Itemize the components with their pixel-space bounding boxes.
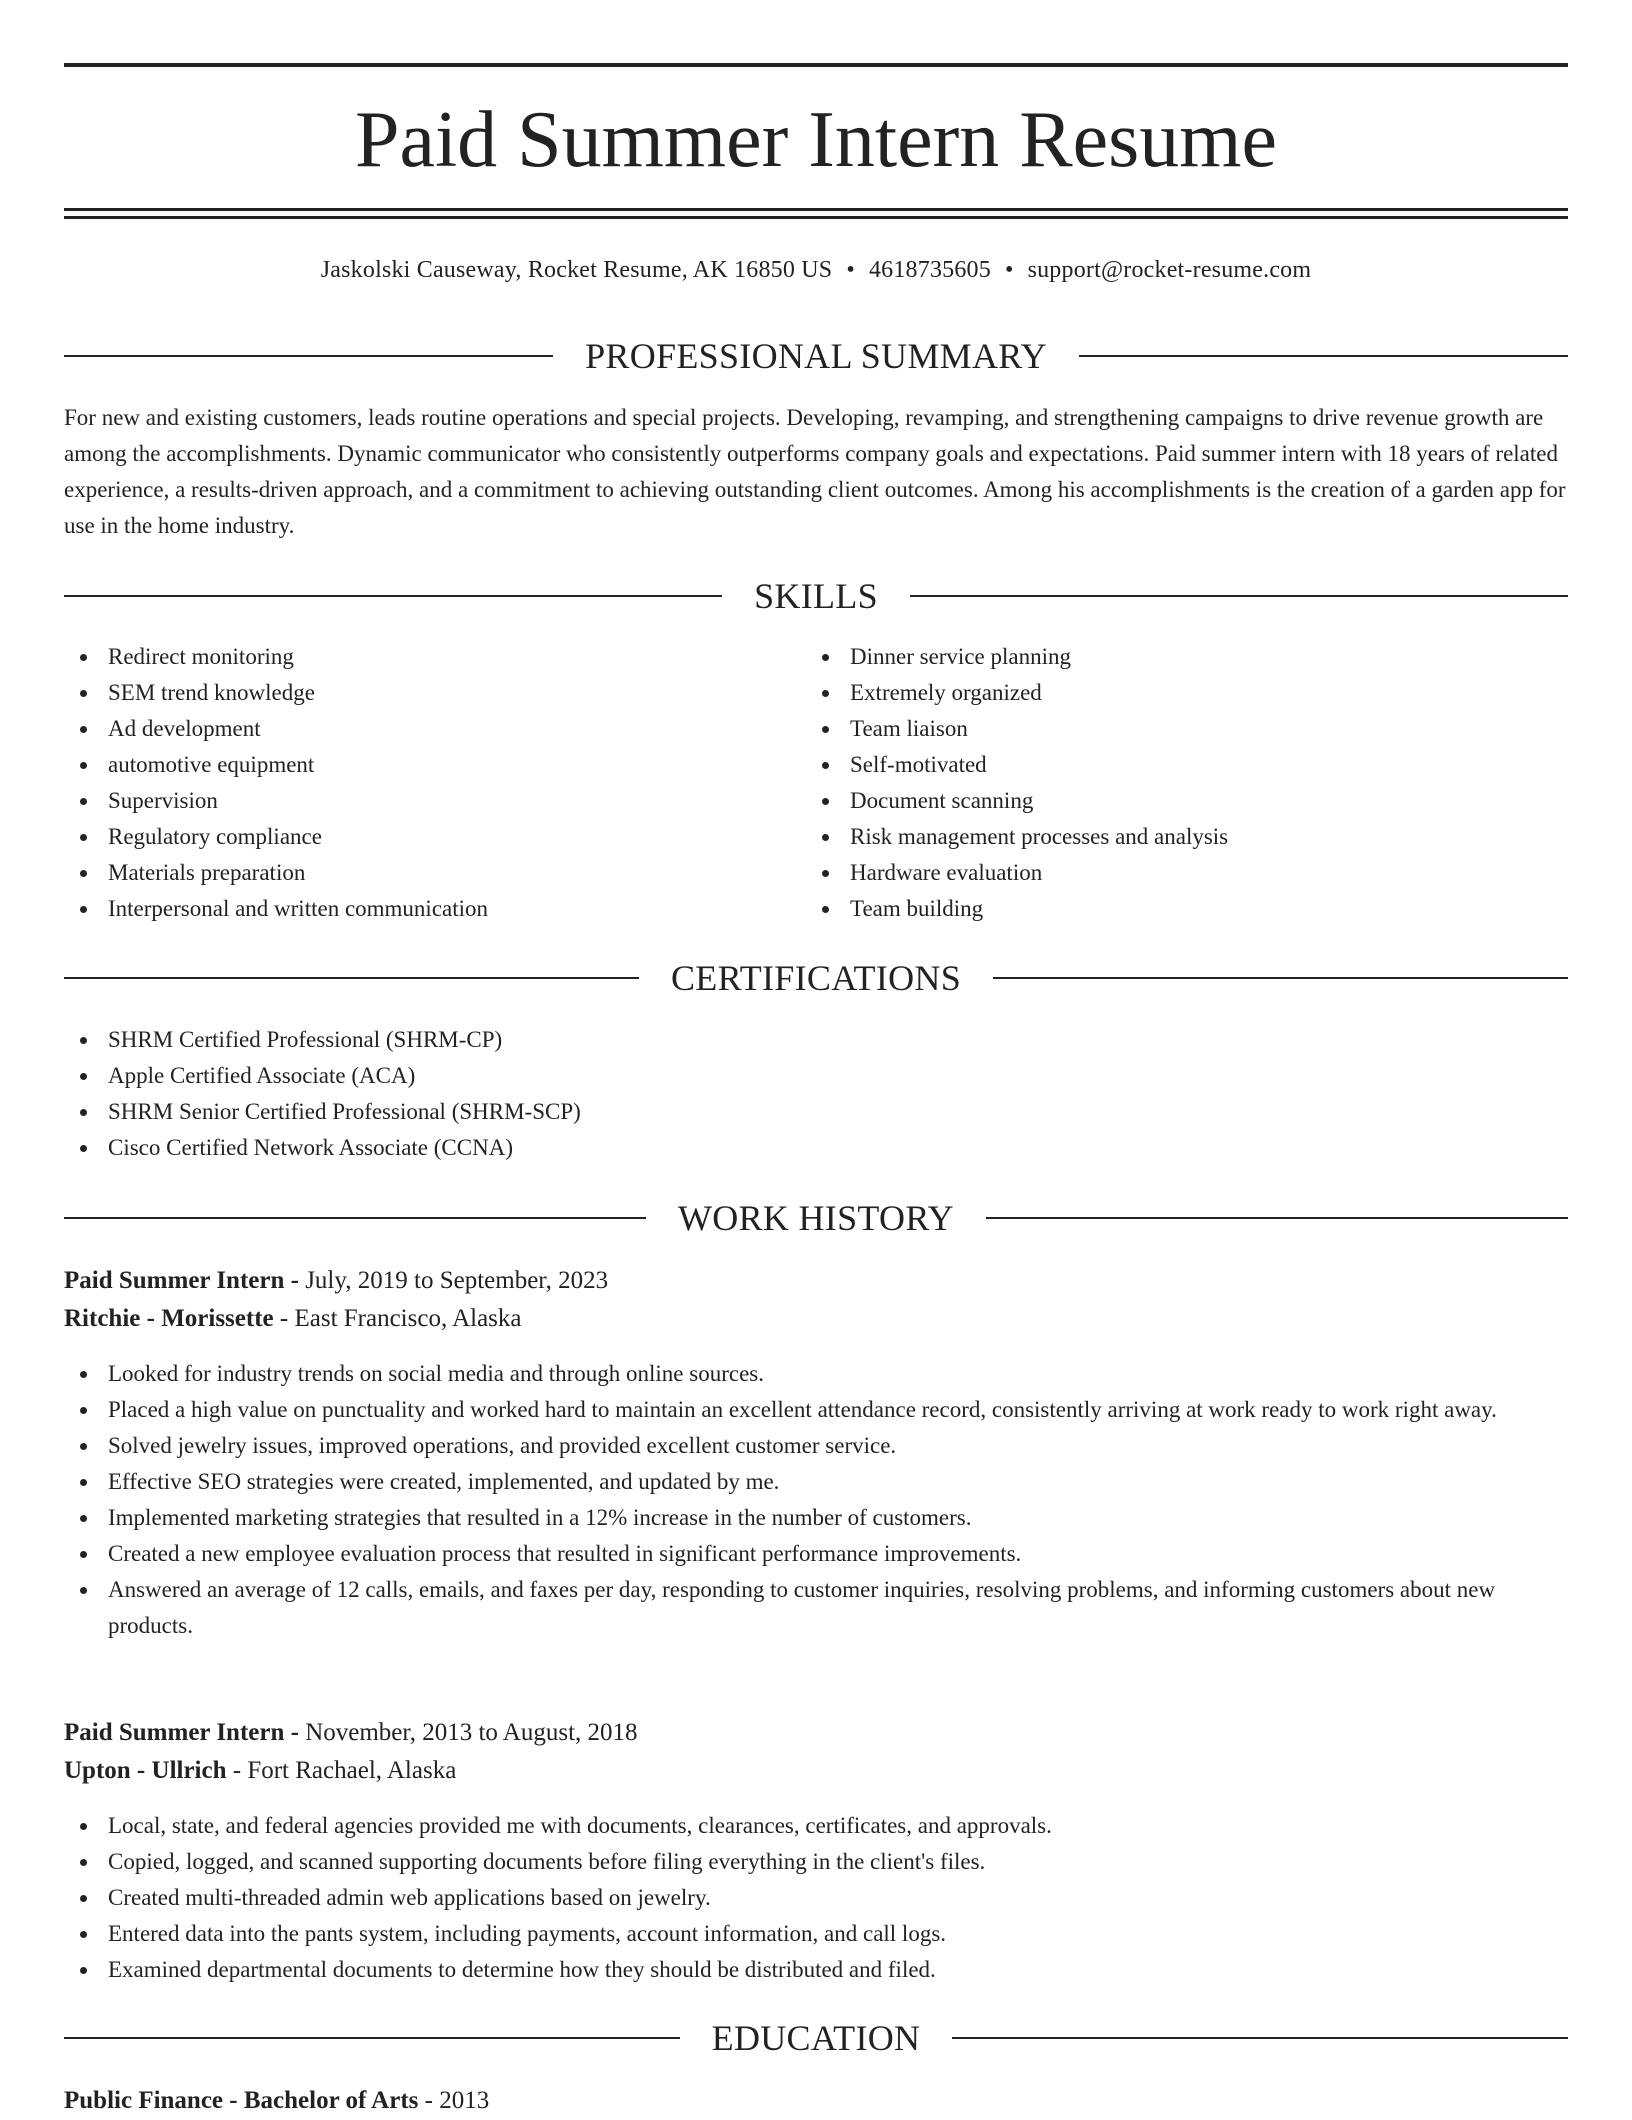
education-degree: Bachelor of Arts	[243, 2087, 419, 2114]
job-bullet: Copied, logged, and scanned supporting documents before filing everything in the client's files.	[64, 1844, 1568, 1880]
skill-item: Redirect monitoring	[64, 639, 804, 675]
skills-heading: SKILLS	[754, 576, 878, 616]
job-bullet: Created a new employee evaluation process that resulted in significant performance improvements.	[64, 1536, 1568, 1572]
skill-item: automotive equipment	[64, 747, 804, 783]
job-bullet: Answered an average of 12 calls, emails, and faxes per day, responding to customer inquiries, resolving problems, and informing customers about new products.	[64, 1572, 1568, 1644]
skill-item: Regulatory compliance	[64, 819, 804, 855]
job-bullets	[64, 1808, 1568, 1988]
certification-item: Apple Certified Associate (ACA)	[64, 1058, 1568, 1094]
skill-item: Dinner service planning	[806, 639, 1566, 675]
job-company-line: Ritchie - Morissette - East Francisco, Alaska	[64, 1305, 522, 1332]
job-company: Upton - Ullrich	[64, 1757, 227, 1784]
job-title: Paid Summer Intern	[64, 1719, 285, 1746]
section-rule-right	[952, 2037, 1568, 2039]
section-rule-left	[64, 1217, 646, 1219]
education-heading: EDUCATION	[711, 2018, 921, 2058]
contact-phone: 4618735605	[868, 257, 991, 283]
job-title: Paid Summer Intern	[64, 1267, 285, 1294]
section-rule-right	[910, 595, 1568, 597]
skill-item: Interpersonal and written communication	[64, 891, 804, 927]
summary-text: For new and existing customers, leads routine operations and special projects. Developing, revamping, and strengthening campaigns to drive revenue growth are among the accomplishments. Dynamic communicator who consistently outperforms company goals and expectations. Paid summer intern with 18 years of related experience, a results-driven approach, and a commitment to achieving outstanding client outcomes. Among his accomplishments is the creation of a garden app for use in the home industry.	[64, 405, 1566, 538]
job-title-line: Paid Summer Intern - July, 2019 to September, 2023	[64, 1267, 609, 1294]
contact-separator: •	[846, 257, 855, 283]
section-rule-left	[64, 595, 722, 597]
education-line: Public Finance - Bachelor of Arts - 2013	[64, 2087, 490, 2114]
skill-item: SEM trend knowledge	[64, 675, 804, 711]
section-rule-right	[993, 977, 1568, 979]
skill-item: Risk management processes and analysis	[806, 819, 1566, 855]
certification-item: SHRM Senior Certified Professional (SHRM-SCP)	[64, 1094, 1568, 1130]
contact-address: Jaskolski Causeway, Rocket Resume, AK 16850 US	[320, 257, 833, 283]
certifications-heading: CERTIFICATIONS	[670, 958, 962, 998]
job-dates: July, 2019 to September, 2023	[305, 1267, 609, 1294]
header-top-rule	[64, 63, 1568, 67]
skills-list-right	[806, 639, 1566, 927]
job-bullet: Looked for industry trends on social media and through online sources.	[64, 1356, 1568, 1392]
education-section-header	[64, 2012, 1568, 2064]
job-bullet: Local, state, and federal agencies provided me with documents, clearances, certificates, and approvals.	[64, 1808, 1568, 1844]
job-bullet: Implemented marketing strategies that resulted in a 12% increase in the number of customers.	[64, 1500, 1568, 1536]
work-heading: WORK HISTORY	[678, 1198, 954, 1238]
education-field: Public Finance	[64, 2087, 224, 2114]
header-double-rule-lower	[64, 216, 1568, 219]
job-bullet: Effective SEO strategies were created, implemented, and updated by me.	[64, 1464, 1568, 1500]
job-bullet: Placed a high value on punctuality and worked hard to maintain an excellent attendance record, consistently arriving at work ready to work right away.	[64, 1392, 1568, 1428]
skills-section-header	[64, 570, 1568, 622]
header-double-rule-upper	[64, 208, 1568, 211]
job-bullet: Examined departmental documents to determine how they should be distributed and filed.	[64, 1952, 1568, 1988]
job-company-line: Upton - Ullrich - Fort Rachael, Alaska	[64, 1757, 457, 1784]
section-rule-left	[64, 355, 553, 357]
education-year: 2013	[439, 2087, 490, 2114]
contact-line	[64, 252, 1568, 288]
job-bullet: Entered data into the pants system, including payments, account information, and call logs.	[64, 1916, 1568, 1952]
contact-separator: •	[1004, 257, 1014, 283]
certification-item: SHRM Certified Professional (SHRM-CP)	[64, 1022, 1568, 1058]
job-bullets	[64, 1356, 1568, 1644]
summary-heading: PROFESSIONAL SUMMARY	[585, 336, 1047, 376]
skills-list-left	[64, 639, 804, 927]
summary-section-header	[64, 330, 1568, 382]
certifications-section-header	[64, 952, 1568, 1004]
skill-item: Ad development	[64, 711, 804, 747]
certification-item: Cisco Certified Network Associate (CCNA)	[64, 1130, 1568, 1166]
job-bullet: Solved jewelry issues, improved operations, and provided excellent customer service.	[64, 1428, 1568, 1464]
resume-title: Paid Summer Intern Resume	[354, 96, 1278, 184]
skill-item: Self-motivated	[806, 747, 1566, 783]
job-location: East Francisco, Alaska	[294, 1305, 522, 1332]
work-section-header	[64, 1192, 1568, 1244]
section-rule-left	[64, 2037, 680, 2039]
skill-item: Document scanning	[806, 783, 1566, 819]
skill-item: Extremely organized	[806, 675, 1566, 711]
skill-item: Team building	[806, 891, 1566, 927]
section-rule-left	[64, 977, 639, 979]
contact-email[interactable]: support@rocket-resume.com	[1027, 257, 1312, 283]
skill-item: Materials preparation	[64, 855, 804, 891]
job-dates: November, 2013 to August, 2018	[305, 1719, 638, 1746]
job-bullet: Created multi-threaded admin web applications based on jewelry.	[64, 1880, 1568, 1916]
skill-item: Supervision	[64, 783, 804, 819]
certifications-list	[64, 1022, 1568, 1166]
skill-item: Team liaison	[806, 711, 1566, 747]
skill-item: Hardware evaluation	[806, 855, 1566, 891]
section-rule-right	[986, 1217, 1568, 1219]
job-location: Fort Rachael, Alaska	[247, 1757, 457, 1784]
section-rule-right	[1079, 355, 1568, 357]
job-title-line: Paid Summer Intern - November, 2013 to August, 2018	[64, 1719, 638, 1746]
job-company: Ritchie - Morissette	[64, 1305, 274, 1332]
